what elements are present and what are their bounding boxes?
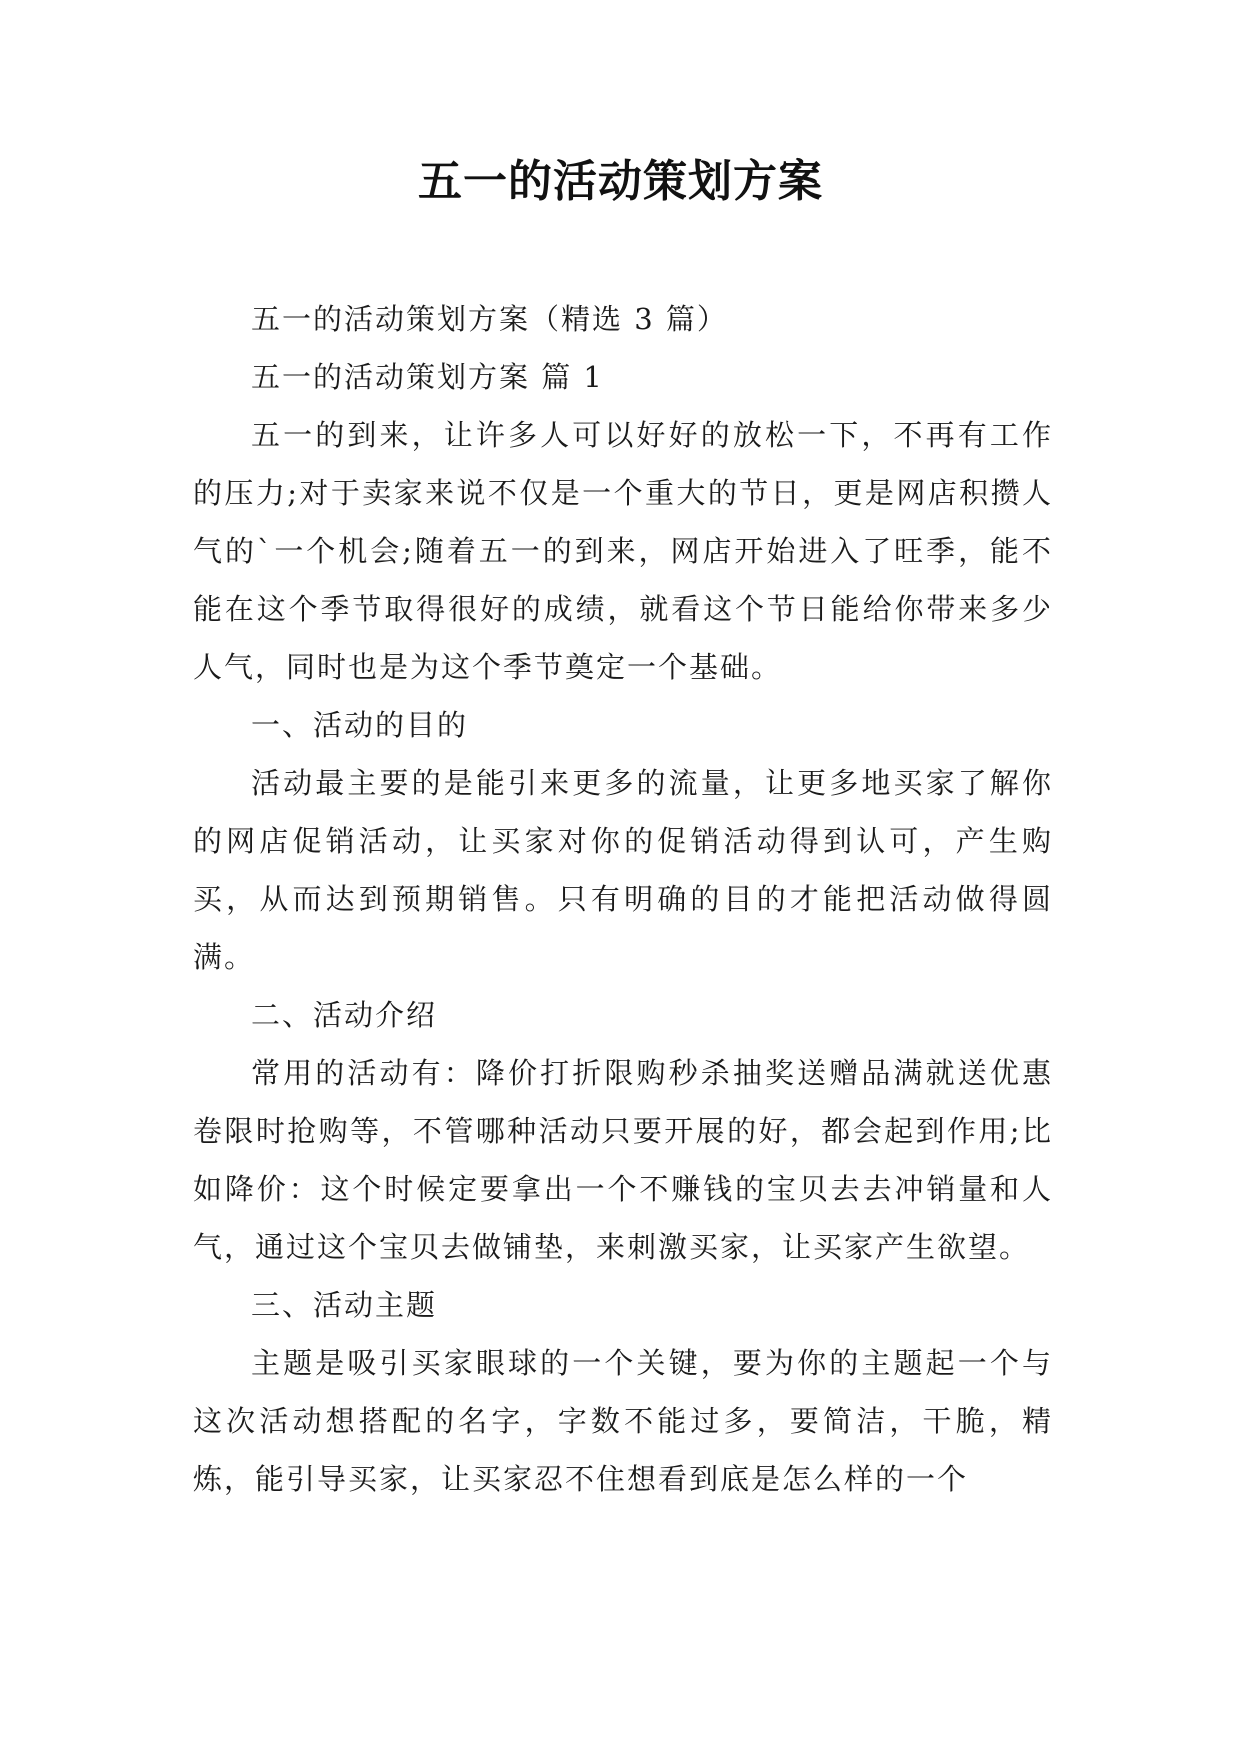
section-heading: 一、活动的目的 xyxy=(251,708,469,742)
section-heading: 三、活动主题 xyxy=(251,1288,438,1322)
section-heading: 二、活动介绍 xyxy=(251,998,438,1032)
section-heading: 五一的活动策划方案 篇 1 xyxy=(251,360,604,394)
document-body xyxy=(193,290,1053,1508)
body-paragraph: 主题是吸引买家眼球的一个关键，要为你的主题起一个与这次活动想搭配的名字，字数不能过多，要简洁，干脆，精炼，能引导买家，让买家忍不住想看到底是怎么样的一个 xyxy=(193,1346,1053,1496)
body-paragraph: 五一的到来，让许多人可以好好的放松一下，不再有工作的压力;对于卖家来说不仅是一个重大的节日，更是网店积攒人气的`一个机会;随着五一的到来，网店开始进入了旺季，能不能在这个季节取得很好的成绩，就看这个节日能给你带来多少人气，同时也是为这个季节奠定一个基础。 xyxy=(193,418,1053,684)
document-title: 五一的活动策划方案 xyxy=(418,156,823,207)
subtitle-paragraph: 五一的活动策划方案（精选 3 篇） xyxy=(251,302,728,336)
body-paragraph: 活动最主要的是能引来更多的流量，让更多地买家了解你的网店促销活动，让买家对你的促销活动得到认可，产生购买，从而达到预期销售。只有明确的目的才能把活动做得圆满。 xyxy=(193,766,1053,974)
body-paragraph: 常用的活动有：降价打折限购秒杀抽奖送赠品满就送优惠卷限时抢购等，不管哪种活动只要开展的好，都会起到作用;比如降价：这个时候定要拿出一个不赚钱的宝贝去去冲销量和人气，通过这个宝贝去做铺垫，来刺激买家，让买家产生欲望。 xyxy=(193,1056,1053,1264)
